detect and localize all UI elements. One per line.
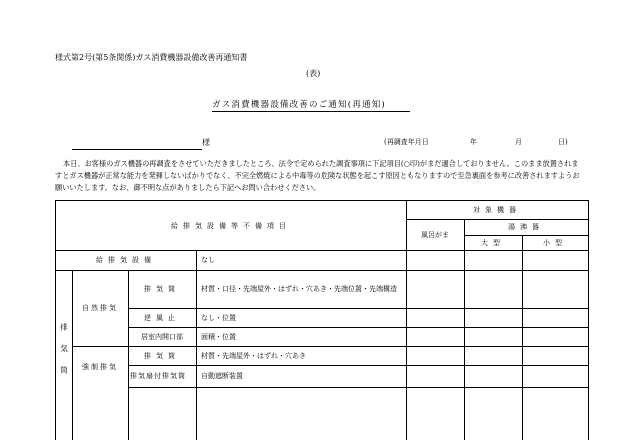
exhaust-group-label: 排気筒 bbox=[59, 322, 69, 388]
addressee-field[interactable] bbox=[72, 149, 202, 150]
water-heater-header: 湯沸器 bbox=[508, 223, 544, 231]
deficiency-table bbox=[55, 200, 589, 440]
document-title: ガス消費機器設備改善のご通知(再通知) bbox=[212, 100, 386, 110]
side-label: (表) bbox=[306, 69, 321, 78]
large-header: 大型 bbox=[481, 238, 505, 247]
rule bbox=[196, 250, 197, 440]
notice-paragraph: 本日、お客様のガス機器の再調査をさせていただきましたところ、法令で定められた調査事項に下記項目(○印)がまだ適合しておりません。このまま放置されますとガス機器が正常な能力を発揮しないばかりでなく、不完全燃焼による中毒等の危険な状態を起こす原因ともなりますので至急裏面を参考に改善されますようお願いいたします。なお、御不明な点がありましたら下記へお問い合わせください。 bbox=[55, 159, 580, 192]
row-label: 排気筒 bbox=[144, 285, 180, 293]
rule bbox=[464, 219, 465, 440]
row-detail: 材質・口径・先端屋外・はずれ・穴あき・先端位置・先端構造 bbox=[201, 284, 397, 293]
row-label: 排気筒 bbox=[144, 351, 180, 360]
row-label: 居室内開口部 bbox=[141, 332, 183, 341]
month-label: 月 bbox=[515, 138, 522, 146]
target-equipment-header: 対象機器 bbox=[473, 206, 521, 214]
row-detail: 材質・先端屋外・はずれ・穴あき bbox=[201, 351, 306, 360]
row-label: 逆風止 bbox=[144, 313, 180, 322]
row-detail: 面積・位置 bbox=[201, 332, 236, 341]
bath-boiler-header: 風呂がま bbox=[421, 230, 449, 239]
recheck-date-label: (再調査年月日 bbox=[384, 138, 429, 146]
forced-exhaust-label: 強制排気 bbox=[82, 362, 118, 371]
facility-detail: なし bbox=[201, 256, 215, 264]
title-underline bbox=[212, 111, 410, 112]
addressee-suffix: 様 bbox=[202, 138, 210, 147]
natural-exhaust-label: 自然排気 bbox=[82, 304, 118, 312]
form-id: 様式第2号(第5条関係)ガス消費機器設備改善再通知書 bbox=[55, 53, 248, 62]
small-header: 小型 bbox=[543, 238, 567, 247]
rule bbox=[522, 235, 523, 440]
facility-label: 給排気設備 bbox=[96, 256, 156, 264]
row-detail: なし・位置 bbox=[201, 313, 236, 322]
item-column-header: 給排気設備等不備項目 bbox=[171, 221, 291, 230]
row-detail: 自動遮断装置 bbox=[201, 372, 243, 380]
rule bbox=[128, 387, 588, 388]
year-label: 年 bbox=[470, 138, 477, 146]
row-label: 排気扇付排気筒 bbox=[130, 371, 186, 380]
day-label: 日) bbox=[558, 138, 568, 146]
